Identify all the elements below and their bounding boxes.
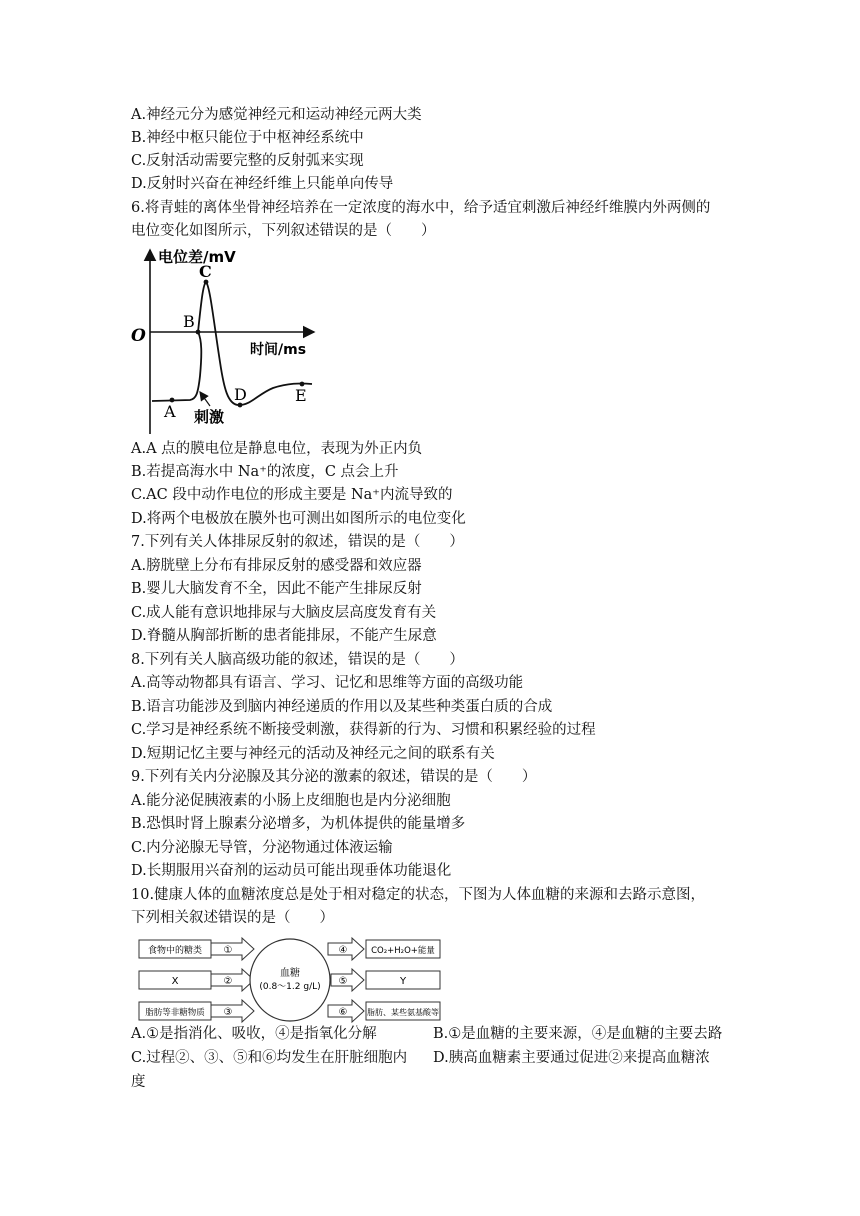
q8-option-c: C.学习是神经系统不断接受刺激，获得新的行为、习惯和积累经验的过程: [131, 722, 596, 738]
q10-option-d: D.胰高血糖素主要通过促进②来提高血糖浓: [433, 1050, 710, 1066]
q8-option-b: B.语言功能涉及到脑内神经递质的作用以及某些种类蛋白质的合成: [131, 699, 553, 715]
stimulus-label: 刺激: [194, 408, 225, 426]
x-axis-label: 时间/ms: [250, 342, 307, 358]
center-title: 血糖: [280, 968, 300, 979]
q9-option-c: C.内分泌腺无导管，分泌物通过体液运输: [131, 840, 393, 856]
q7-stem: 7.下列有关人体排尿反射的叙述，错误的是（ ）: [131, 534, 464, 550]
q7-option-c: C.成人能有意识地排尿与大脑皮层高度发育有关: [131, 605, 437, 621]
action-potential-figure: [128, 244, 328, 434]
q5-option-b: B.神经中枢只能位于中枢神经系统中: [131, 130, 364, 146]
q9-option-d: D.长期服用兴奋剂的运动员可能出现垂体功能退化: [131, 863, 452, 879]
point-d-label: D: [234, 385, 247, 404]
q8-option-d: D.短期记忆主要与神经元的活动及神经元之间的联系有关: [131, 746, 495, 762]
q6-stem-line1: 6.将青蛙的离体坐骨神经培养在一定浓度的海水中，给予适宜刺激后神经纤维膜内外两侧的: [131, 200, 711, 216]
num-3: ③: [223, 1007, 233, 1018]
q7-option-d: D.脊髓从胸部折断的患者能排尿，不能产生尿意: [131, 628, 437, 644]
q9-option-b: B.恐惧时肾上腺素分泌增多，为机体提供的能量增多: [131, 816, 466, 832]
num-5: ⑤: [338, 976, 348, 987]
num-2: ②: [223, 976, 233, 987]
q6-stem-line2: 电位变化如图所示，下列叙述错误的是（ ）: [131, 223, 436, 239]
q8-option-a: A.高等动物都具有语言、学习、记忆和思维等方面的高级功能: [131, 675, 524, 691]
arrow-3: [211, 1000, 254, 1022]
q10-option-b: B.①是血糖的主要来源，④是血糖的主要去路: [433, 1026, 723, 1042]
q6-option-b: B.若提高海水中 Na⁺的浓度，C 点会上升: [131, 464, 399, 480]
sink-2-label: Y: [399, 976, 407, 987]
q7-option-b: B.婴儿大脑发育不全，因此不能产生排尿反射: [131, 581, 422, 597]
q6-option-c: C.AC 段中动作电位的形成主要是 Na⁺内流导致的: [131, 487, 453, 503]
arrow-2: [211, 969, 254, 991]
center-range: (0.8～1.2 g/L): [259, 982, 321, 992]
stimulus-arrow: [200, 392, 210, 406]
q10-option-d-continued: 度: [131, 1074, 146, 1090]
point-a-label: A: [164, 402, 176, 421]
point-b-label: B: [183, 312, 195, 331]
sink-1-label: CO₂+H₂O+能量: [371, 946, 435, 956]
q5-option-c: C.反射活动需要完整的反射弧来实现: [131, 153, 364, 169]
source-3-label: 脂肪等非糖物质: [145, 1008, 205, 1018]
q5-option-d: D.反射时兴奋在神经纤维上只能单向传导: [131, 176, 394, 192]
blood-glucose-diagram: [138, 936, 442, 1024]
q9-option-a: A.能分泌促胰液素的小肠上皮细胞也是内分泌细胞: [131, 793, 451, 809]
q7-option-a: A.膀胱壁上分布有排尿反射的感受器和效应器: [131, 558, 422, 574]
q8-stem: 8.下列有关人脑高级功能的叙述，错误的是（ ）: [131, 652, 464, 668]
num-4: ④: [338, 945, 348, 956]
q6-option-a: A.A 点的膜电位是静息电位，表现为外正内负: [131, 441, 423, 457]
point-b-dot: [196, 330, 201, 335]
q10-stem-line1: 10.健康人体的血糖浓度总是处于相对稳定的状态，下图为人体血糖的来源和去路示意图，: [131, 887, 706, 903]
y-axis-label: 电位差/mV: [158, 248, 236, 266]
point-c-label: C: [199, 262, 212, 281]
blood-glucose-circle: [250, 939, 330, 1021]
num-1: ①: [223, 945, 233, 956]
num-6: ⑥: [338, 1007, 348, 1018]
source-2-label: X: [171, 976, 179, 987]
origin-label: O: [131, 326, 146, 346]
source-1-label: 食物中的糖类: [147, 946, 203, 956]
q6-option-d: D.将两个电极放在膜外也可测出如图所示的电位变化: [131, 511, 466, 527]
arrow-1: [211, 938, 254, 960]
q10-option-c: C.过程②、③、⑤和⑥均发生在肝脏细胞内: [131, 1050, 408, 1066]
q9-stem: 9.下列有关内分泌腺及其分泌的激素的叙述，错误的是（ ）: [131, 769, 537, 785]
point-e-label: E: [295, 386, 307, 405]
q5-option-a: A.神经元分为感觉神经元和运动神经元两大类: [131, 107, 422, 123]
q10-option-a: A.①是指消化、吸收，④是指氧化分解: [131, 1026, 377, 1042]
q10-stem-line2: 下列相关叙述错误的是（ ）: [131, 910, 334, 926]
arrow-5: [331, 969, 364, 991]
sink-3-label: 脂肪、某些氨基酸等: [367, 1008, 439, 1017]
